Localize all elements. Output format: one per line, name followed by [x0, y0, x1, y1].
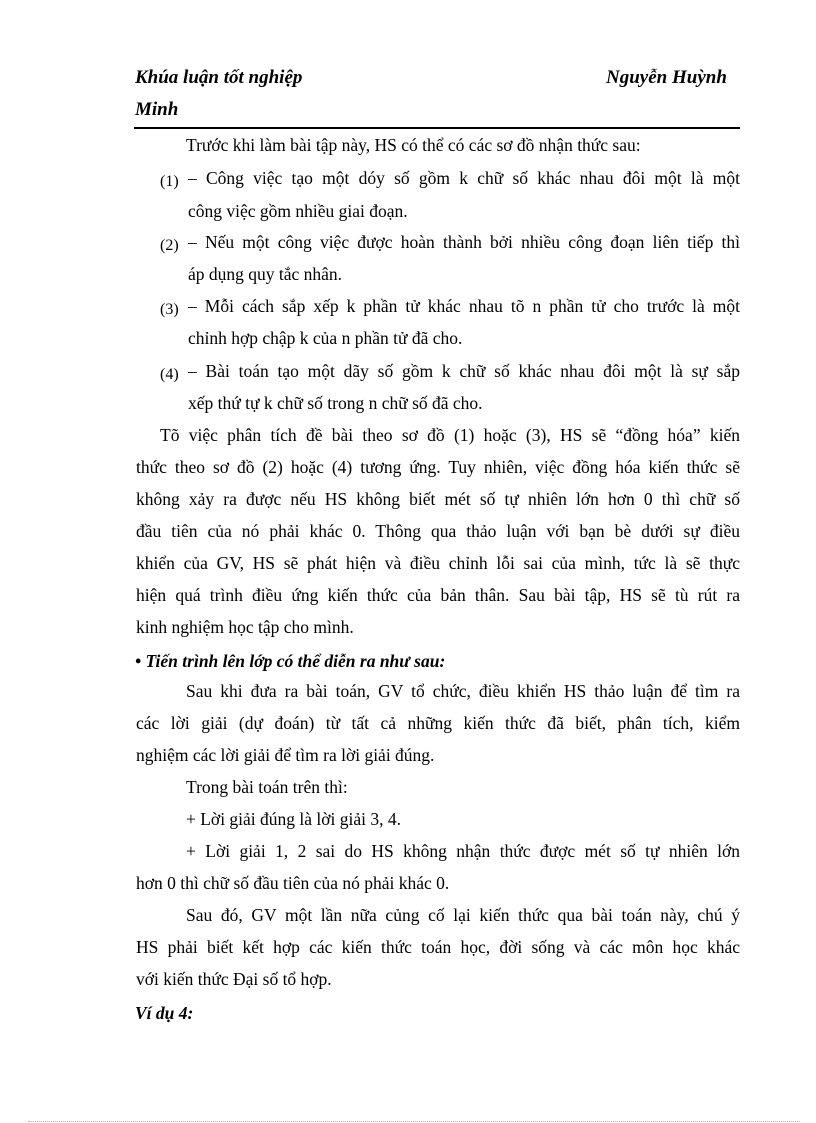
intro-text: Trước khi làm bài tập này, HS có thể có các sơ đồ nhận thức sau: [186, 135, 641, 155]
paragraph-line: thức theo sơ đồ (2) hoặc (4) tương ứng. Tuy nhiên, việc đồng hóa kiến thức sẽ [136, 457, 740, 477]
section-heading: • Tiến trình lên lớp có thể diễn ra như sau: [135, 651, 446, 671]
header-title: Khúa luận tốt nghiệp [135, 67, 303, 88]
paragraph-line: Sau đó, GV một lần nữa củng cố lại kiến thức qua bài toán này, chú ý [186, 905, 740, 925]
paragraph-line: không xảy ra được nếu HS không biết mét số tự nhiên lớn hơn 0 thì chữ số [136, 489, 740, 509]
item-number: (2) [160, 237, 179, 254]
paragraph-line: Trong bài toán trên thì: [186, 777, 348, 797]
paragraph-line: + Lời giải đúng là lời giải 3, 4. [186, 809, 402, 829]
paragraph-line: với kiến thức Đại số tổ hợp. [136, 969, 332, 989]
item-text-cont: công việc gồm nhiều giai đoạn. [188, 201, 408, 221]
paragraph-line: nghiệm các lời giải để tìm ra lời giải đúng. [136, 745, 435, 765]
item-text-cont: xếp thứ tự k chữ số trong n chữ số đã cho. [188, 393, 483, 413]
page-bottom-border [28, 1121, 800, 1122]
paragraph-line: các lời giải (dự đoán) từ tất cả những kiến thức đã biết, phân tích, kiểm [136, 713, 740, 733]
item-text: – Nếu một công việc được hoàn thành bởi nhiều công đoạn liên tiếp thì [188, 232, 740, 252]
paragraph-line: Sau khi đưa ra bài toán, GV tổ chức, điều khiển HS thảo luận để tìm ra [186, 681, 740, 701]
paragraph-line: kinh nghiệm học tập cho mình. [136, 617, 354, 637]
item-text-cont: chỉnh hợp chập k của n phần tử đã cho. [188, 328, 463, 348]
item-text: – Bài toán tạo một dãy số gồm k chữ số khác nhau đôi một là sự sắp [188, 361, 740, 381]
paragraph-line: hiện quá trình điều ứng kiến thức của bản thân. Sau bài tập, HS sẽ tù rút ra [136, 585, 740, 605]
header-divider [134, 127, 740, 129]
item-text-cont: áp dụng quy tắc nhân. [188, 264, 343, 284]
paragraph-line: hơn 0 thì chữ số đầu tiên của nó phải khác 0. [136, 873, 450, 893]
item-text: – Công việc tạo một dóy số gồm k chữ số khác nhau đôi một là một [188, 168, 740, 188]
item-number: (4) [160, 366, 179, 383]
example-heading: Ví dụ 4: [135, 1003, 194, 1023]
paragraph-line: Tõ việc phân tích đề bài theo sơ đồ (1) hoặc (3), HS sẽ “đồng hóa” kiến [160, 425, 740, 445]
item-number: (3) [160, 301, 179, 318]
header-author-continued: Minh [135, 99, 179, 120]
item-text: – Mỗi cách sắp xếp k phần tử khác nhau tõ n phần tử cho trước là một [188, 296, 740, 316]
paragraph-line: + Lời giải 1, 2 sai do HS không nhận thức được mét số tự nhiên lớn [186, 841, 740, 861]
paragraph-line: đầu tiên của nó phải khác 0. Thông qua thảo luận với bạn bè dưới sự điều [136, 521, 740, 541]
paragraph-line: HS phải biết kết hợp các kiến thức toán học, đời sống và các môn học khác [136, 937, 740, 957]
item-number: (1) [160, 173, 179, 190]
paragraph-line: khiển của GV, HS sẽ phát hiện và điều chỉnh lỗi sai của mình, tức là sẽ thực [136, 553, 740, 573]
header-author: Nguyễn Huỳnh [606, 67, 727, 88]
